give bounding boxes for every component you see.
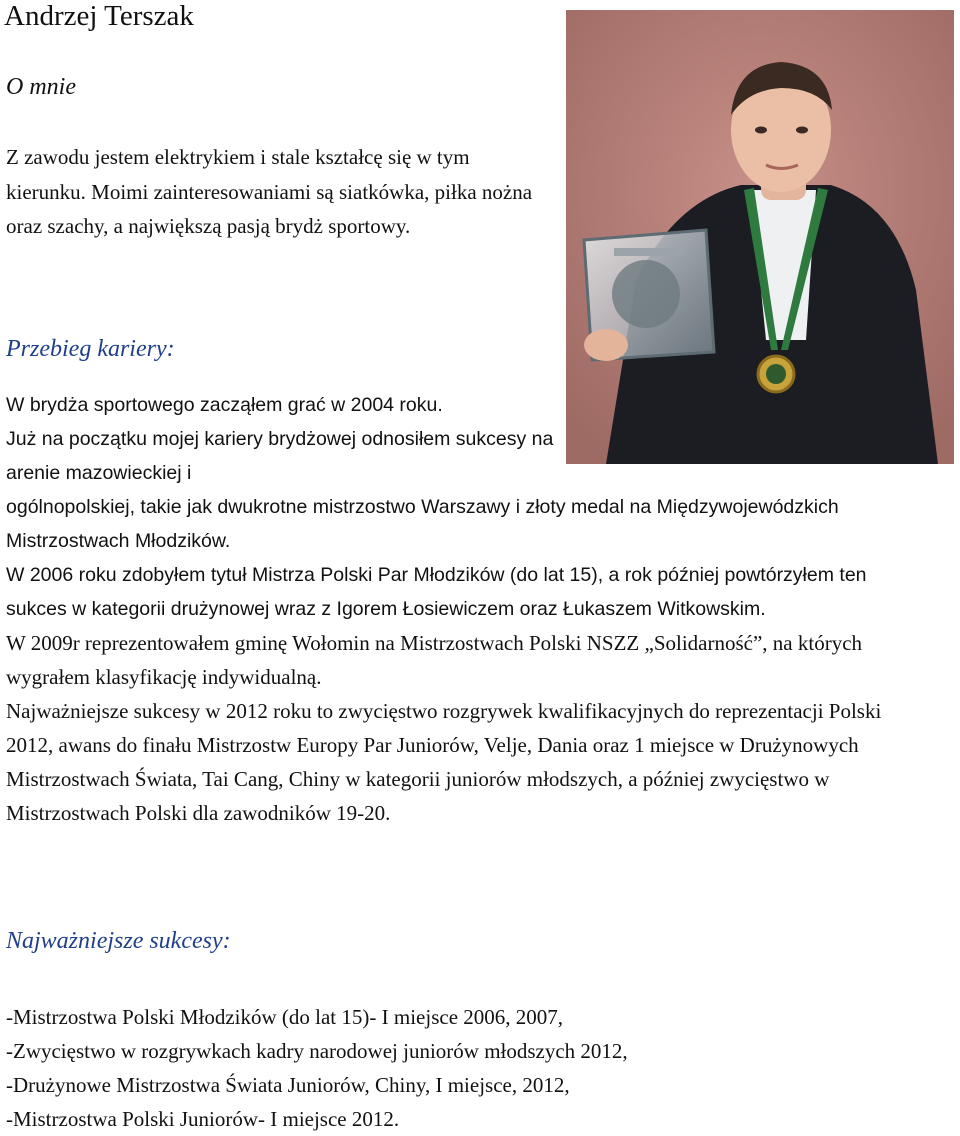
about-text: Z zawodu jestem elektrykiem i stale kształcę się w tym kierunku. Moimi zainteresowaniami są siatkówka, piłka nożna oraz szachy, a największą pasją brydż sportowy. (6, 145, 533, 238)
career-heading: Przebieg kariery: (6, 336, 175, 362)
person-name: Andrzej Terszak (4, 0, 194, 32)
achievement-item: -Drużynowe Mistrzostwa Świata Juniorów, Chiny, I miejsce, 2012, (6, 1073, 570, 1097)
achievements-list (6, 1000, 628, 1136)
career-continued: ogólnopolskiej, takie jak dwukrotne mistrzostwo Warszawy i złoty medal na Międzywojewódzkich Mistrzostwach Młodzików. (6, 496, 839, 552)
achievement-item: -Mistrzostwa Polski Juniorów- I miejsce 2012. (6, 1107, 400, 1131)
about-heading: O mnie (6, 74, 76, 100)
career-2009: W 2009r reprezentowałem gminę Wołomin na Mistrzostwach Polski NSZZ „Solidarność”, na których wygrałem klasyfikację indywidualną. (6, 631, 863, 689)
achievement-item: -Mistrzostwa Polski Młodzików (do lat 15)- I miejsce 2006, 2007, (6, 1005, 564, 1029)
profile-photo (566, 10, 954, 464)
achievements-heading: Najważniejsze sukcesy: (6, 928, 231, 954)
career-2012: Najważniejsze sukcesy w 2012 roku to zwycięstwo rozgrywek kwalifikacyjnych do reprezentacji Polski 2012, awans do finału Mistrzostw Europy Par Juniorów, Velje, Dania oraz 1 miejsce w Drużynowych Mistrzostwach Świata, Tai Cang, Chiny w kategorii juniorów młodszych, a później zwycięstwo w Mistrzostwach Polski dla zawodników 19-20. (6, 699, 882, 825)
achievement-item: -Zwycięstwo w rozgrywkach kadry narodowej juniorów młodszych 2012, (6, 1039, 628, 1063)
career-start: Już na początku mojej kariery brydżowej odnosiłem sukcesy na arenie mazowieckiej i (6, 428, 554, 484)
career-intro: W brydża sportowego zacząłem grać w 2004 roku. (6, 394, 443, 416)
career-2006: W 2006 roku zdobyłem tytuł Mistrza Polski Par Młodzików (do lat 15), a rok później powtórzyłem ten sukces w kategorii drużynowej wraz z Igorem Łosiewiczem oraz Łukaszem Witkowskim. (6, 564, 867, 620)
